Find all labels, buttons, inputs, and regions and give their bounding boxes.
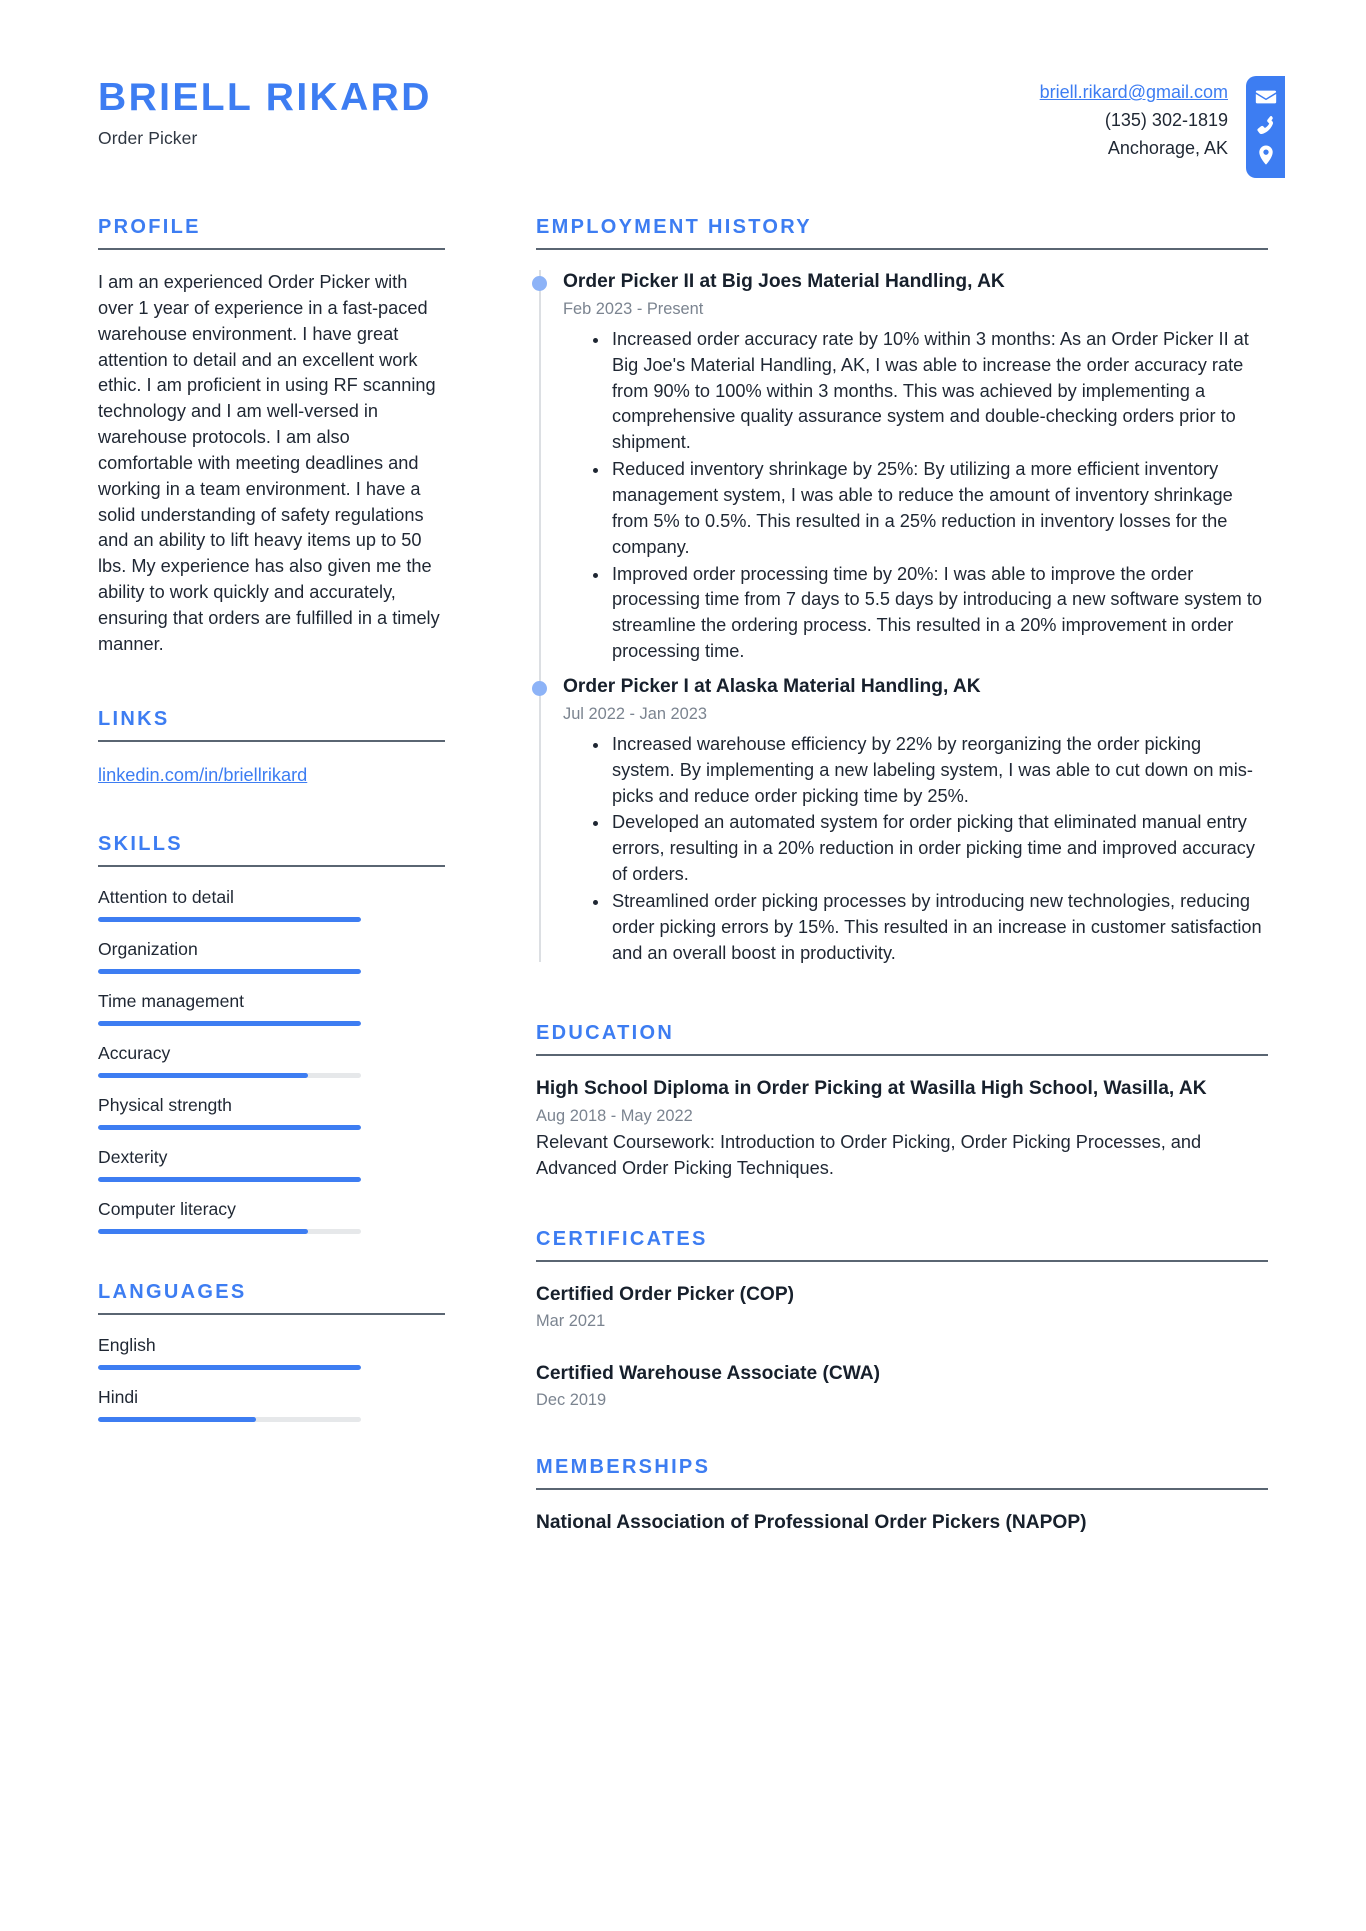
location-pin-icon [1255, 144, 1277, 166]
language-bar-track [98, 1417, 361, 1422]
right-column [460, 216, 1268, 1544]
list-item: Developed an automated system for order picking that eliminated manual entry errors, resulting in a 20% reduction in order picking time and improved accuracy of orders. [589, 810, 1268, 888]
section-rule-links [98, 740, 445, 742]
skill-bar-fill [98, 1177, 361, 1182]
skill-bar-fill [98, 1125, 361, 1130]
skill-bar-track [98, 1177, 361, 1182]
skill-bar-track [98, 969, 361, 974]
section-title-employment: EMPLOYMENT HISTORY [536, 216, 812, 238]
skill-label: Physical strength [98, 1094, 232, 1115]
list-item [98, 1335, 445, 1370]
contact-phone: (135) 302-1819 [1104, 109, 1228, 130]
skill-label: Attention to detail [98, 886, 234, 907]
education-title: High School Diploma in Order Picking at Wasilla High School, Wasilla, AK [536, 1078, 1207, 1100]
contact-email-line [1040, 79, 1228, 107]
section-title-skills: SKILLS [98, 832, 183, 855]
list-item [98, 1043, 445, 1078]
contact-block [1040, 76, 1366, 178]
left-column [98, 216, 460, 1439]
certificate-title: Certified Order Picker (COP) [536, 1283, 795, 1305]
employment-entry [536, 270, 1268, 665]
candidate-job-title: Order Picker [98, 127, 198, 148]
skills-list [98, 887, 445, 1234]
spacer-certificates-memberships [536, 1418, 1268, 1456]
section-skills [98, 833, 445, 1234]
education-dates: Aug 2018 - May 2022 [536, 1106, 693, 1125]
skill-label: Accuracy [98, 1042, 171, 1063]
skill-bar-fill [98, 917, 361, 922]
certificate-date: Mar 2021 [536, 1311, 606, 1330]
section-rule-education [536, 1054, 1268, 1056]
certificate-entry [536, 1282, 1268, 1331]
section-languages [98, 1281, 445, 1422]
spacer-links-skills [98, 789, 445, 833]
certificate-title: Certified Warehouse Associate (CWA) [536, 1362, 881, 1384]
skill-bar-track [98, 917, 361, 922]
list-item [98, 1387, 445, 1422]
skill-label: Organization [98, 938, 198, 959]
language-bar-fill [98, 1365, 361, 1370]
list-item [98, 939, 445, 974]
certificate-entry [536, 1361, 1268, 1410]
section-rule-certificates [536, 1260, 1268, 1262]
timeline-dot-icon [532, 681, 547, 696]
identity-block [98, 74, 432, 149]
education-entry [536, 1076, 1268, 1181]
section-certificates [536, 1228, 1268, 1411]
employment-dates: Jul 2022 - Jan 2023 [563, 704, 707, 723]
spacer-education-certificates [536, 1190, 1268, 1228]
language-bar-fill [98, 1417, 256, 1422]
skill-bar-fill [98, 1021, 361, 1026]
section-links [98, 708, 445, 789]
resume-body [0, 216, 1366, 1544]
contact-icon-rail [1246, 76, 1285, 178]
list-item: Streamlined order picking processes by introducing new technologies, reducing order picking errors by 15%. This resulted in an increase in customer satisfaction and an overall boost in productivity. [589, 889, 1268, 967]
employment-entry [536, 675, 1268, 967]
spacer-skills-languages [98, 1251, 445, 1281]
list-item: Increased warehouse efficiency by 22% by reorganizing the order picking system. By implementing a new labeling system, I was able to cut down on mis-picks and reduce order picking time by 25%. [589, 732, 1268, 810]
list-item [98, 887, 445, 922]
list-item [98, 762, 445, 789]
section-rule-profile [98, 248, 445, 250]
resume-header [0, 0, 1366, 216]
language-label: Hindi [98, 1386, 139, 1407]
language-label: English [98, 1334, 156, 1355]
spacer-profile-links [98, 658, 445, 708]
links-list [98, 762, 445, 789]
section-rule-languages [98, 1313, 445, 1315]
list-item: Increased order accuracy rate by 10% within 3 months: As an Order Picker II at Big Joe's Material Handling, AK, I was able to increase the order accuracy rate from 90% to 100% within 3 months. This was achieved by implementing a comprehensive quality assurance system and double-checking orders prior to shipment. [589, 327, 1268, 456]
contact-email-link[interactable]: briell.rikard@gmail.com [1039, 82, 1228, 102]
skill-label: Computer literacy [98, 1198, 236, 1219]
list-item [98, 1147, 445, 1182]
skill-bar-fill [98, 1229, 308, 1234]
employment-timeline [536, 270, 1268, 966]
timeline-dot-icon [532, 276, 547, 291]
list-item: Reduced inventory shrinkage by 25%: By utilizing a more efficient inventory management system, I was able to reduce the amount of inventory shrinkage from 5% to 0.5%. This resulted in a 25% reduction in inventory losses for the company. [589, 457, 1268, 560]
employment-role: Order Picker I at Alaska Material Handling, AK [563, 675, 981, 697]
section-rule-skills [98, 865, 445, 867]
section-education [536, 1022, 1268, 1181]
skill-bar-track [98, 1229, 361, 1234]
profile-summary-text: I am an experienced Order Picker with over 1 year of experience in a fast-paced warehouse environment. I have great attention to detail and an excellent work ethic. I am proficient in using RF scanning technology and I am well-versed in warehouse protocols. I am also comfortable with meeting deadlines and working in a team environment. I have a solid understanding of safety regulations and an ability to lift heavy items up to 50 lbs. My experience has also given me the ability to work quickly and accurately, ensuring that orders are fulfilled in a timely manner. [98, 272, 440, 654]
section-memberships [536, 1456, 1268, 1535]
link-linkedin[interactable]: linkedin.com/in/briellrikard [98, 764, 308, 785]
list-item [98, 991, 445, 1026]
membership-entry [536, 1510, 1268, 1535]
skill-label: Time management [98, 990, 245, 1011]
education-description: Relevant Coursework: Introduction to Order Picking, Order Picking Processes, and Advanced Order Picking Techniques. [536, 1131, 1202, 1178]
skill-bar-track [98, 1021, 361, 1026]
section-title-profile: PROFILE [98, 216, 201, 238]
section-rule-employment [536, 248, 1268, 250]
spacer-employment-education [536, 976, 1268, 1022]
skill-bar-track [98, 1073, 361, 1078]
section-title-languages: LANGUAGES [98, 1280, 247, 1303]
section-title-certificates: CERTIFICATES [536, 1227, 708, 1250]
section-employment-history [536, 216, 1268, 966]
skill-bar-fill [98, 969, 361, 974]
language-bar-track [98, 1365, 361, 1370]
list-item [98, 1199, 445, 1234]
section-title-links: LINKS [98, 707, 170, 730]
candidate-name: BRIELL RIKARD [98, 76, 432, 119]
employment-bullets [563, 732, 1268, 967]
contact-location: Anchorage, AK [1107, 137, 1228, 158]
spacer-certificate-entries [536, 1339, 1268, 1361]
section-title-education: EDUCATION [536, 1022, 675, 1045]
envelope-icon [1255, 86, 1277, 108]
skill-label: Dexterity [98, 1146, 168, 1167]
section-profile [98, 216, 445, 658]
employment-bullets [563, 327, 1268, 665]
skill-bar-track [98, 1125, 361, 1130]
languages-list [98, 1335, 445, 1422]
list-item: Improved order processing time by 20%: I was able to improve the order processing time from 7 days to 5.5 days by introducing a new software system to streamline the ordering process. This resulted in a 20% improvement in order processing time. [589, 562, 1268, 665]
section-rule-memberships [536, 1488, 1268, 1490]
membership-title: National Association of Professional Order Pickers (NAPOP) [536, 1512, 1087, 1534]
employment-dates: Feb 2023 - Present [563, 299, 704, 318]
section-title-memberships: MEMBERSHIPS [536, 1456, 711, 1479]
employment-role: Order Picker II at Big Joes Material Handling, AK [563, 271, 1005, 292]
phone-icon [1255, 115, 1277, 137]
list-item [98, 1095, 445, 1130]
skill-bar-fill [98, 1073, 308, 1078]
certificate-date: Dec 2019 [536, 1391, 607, 1410]
